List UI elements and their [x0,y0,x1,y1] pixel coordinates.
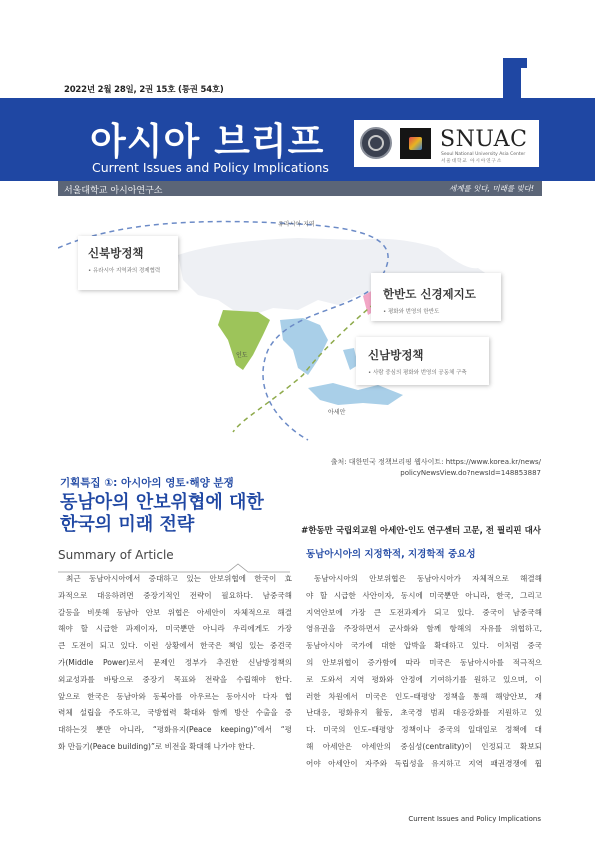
new-southern-policy-desc: • 사람 중심의 평화와 번영의 공동체 구축 [368,370,467,376]
logo-korean-name: 서울대학교 아시아연구소 [441,159,503,164]
organization-name: 서울대학교 아시아연구소 [64,186,163,196]
summary-line: 외교성과를 바탕으로 중장기 목표와 전략을 수립해야 한다. [58,674,292,684]
summary-line: 과적으로 대응하려면 중장기적인 전략이 필요하다. 남중국해 [58,590,292,600]
india-label: 인도 [236,352,248,359]
section-line: 어야 아세안이 자주와 독립성을 유지하고 지역 패권경쟁에 휩 [306,758,542,768]
section-line: 러한 차원에서 미국은 인도–태평양 정책을 통해 해양안보, 재 [306,691,542,701]
summary-line: 대하는것 뿐만 아니라, “평화유지(Peace keeping)”에서 “평 [58,725,292,735]
section-body [306,571,542,773]
new-northern-policy-title: 신북방정책 [88,246,144,260]
asean-label: 아세안 [328,409,346,416]
asean-mainland-region [280,318,328,375]
summary-line: 큰 도전이 되고 있다. 이런 상황에서 한국은 책임 있는 중견국 [58,641,292,651]
section-heading: 동남아시아의 지정학적, 지경학적 중요성 [306,549,476,560]
summary-line: 앞으로 한국은 동남아와 동북아를 아우르는 동아시아 다자 협 [58,691,292,701]
peninsula-economic-map-box [371,273,501,321]
organization-band [58,181,542,196]
feature-kicker: 기획특집 ①: 아시아의 영토·해양 분쟁 [60,477,234,489]
section-line: 해 아세안은 아세안의 중심성(centrality)이 인정되고 확보되 [306,741,542,751]
section-line: 의 안보위협이 증가함에 따라 미국은 동남아시아를 적극적으 [306,657,542,667]
slogan: 세계를 잇다, 미래를 빚다! [449,184,534,193]
article-headline [60,492,264,536]
headline-line-2: 한국의 미래 전략 [60,514,195,535]
issue-info: 2022년 2월 28일, 2권 15호 (통권 54호) [64,85,224,95]
section-line: 난대응, 평화유지 활동, 초국경 범죄 대응강화를 지원하고 있 [306,708,542,718]
header-decoration-cap [503,58,527,68]
logo-wordmark: SNUAC [440,127,528,152]
policy-map [58,200,542,450]
eurasia-label: 유라시아 지역 [278,221,315,228]
section-line: 야 할 시급한 사안이자, 동시에 미국뿐만 아니라, 한국, 그리고 [306,590,542,600]
image-source [331,457,541,479]
summary-line: 갈등을 비롯해 동남아 안보 위협은 아세안이 자체적으로 해결 [58,607,292,617]
source-line-1: 출처: 대한민국 정책브리핑 웹사이트: https://www.korea.kr/news/ [330,458,541,466]
publication-subtitle: Current Issues and Policy Implications [92,160,329,175]
source-line-2: policyNewsView.do?newsId=148853887 [400,469,541,477]
section-line: 동남아시아 국가에 대한 압박을 확대하고 있다. 이처럼 중국 [306,641,542,651]
asean-islands-region [308,383,403,405]
section-line: 로 도와서 지역 평화와 안정에 기여하기를 원하고 있으며, 이 [306,674,542,684]
author-byline: #한동만 국립외교원 아세안-인도 연구센터 고문, 전 필리핀 대사 [301,526,541,536]
summary-heading: Summary of Article [58,548,174,562]
summary-body [58,571,292,756]
summary-line: 화 만들기(Peace building)”로 비전을 확대해 나가야 한다. [58,741,256,751]
section-line: 영유권을 주장하면서 군사화와 함께 항해의 자유를 위협하고, [306,624,542,634]
section-line: 지역안보에 가장 큰 도전과제가 되고 있다. 중국이 남중국해 [306,607,542,617]
peninsula-economic-map-desc: • 평화와 번영의 한반도 [383,309,440,315]
section-line: 다. 미국의 인도–태평양 정책이나 중국의 일대일로 정책에 대 [306,725,542,735]
university-seal-icon [360,127,392,159]
new-southern-policy-box [356,337,489,385]
peninsula-economic-map-title: 한반도 신경제지도 [383,287,476,301]
new-northern-policy-desc: • 유라시아 지역과의 경제협력 [88,268,161,274]
section-line: 동남아시아의 안보위협은 동남아시아가 자체적으로 해결해 [314,574,542,583]
page-footer: Current Issues and Policy Implications [408,815,541,823]
logo-english-name: Seoul National University Asia Center [441,152,526,157]
headline-line-1: 동남아의 안보위협에 대한 [60,492,264,513]
summary-line: 해야 할 시급한 과제이자, 미국뿐만 아니라 우리에게도 가장 [58,624,292,634]
summary-line: 최근 동남아시아에서 증대하고 있는 안보위협에 한국이 효 [66,574,292,583]
institution-logo [354,120,539,167]
summary-line: 가(Middle Power)로서 문제인 정부가 추진한 신남방정책의 [58,657,292,667]
new-southern-policy-title: 신남방정책 [368,348,424,362]
new-northern-policy-box [78,236,178,290]
india-region [218,310,270,370]
summary-line: 력체 설립을 주도하고, 국방협력 확대와 함께 방산 수출을 증 [58,708,292,718]
asia-center-logo-icon [400,128,431,159]
publication-title: 아시아 브리프 [90,120,325,163]
